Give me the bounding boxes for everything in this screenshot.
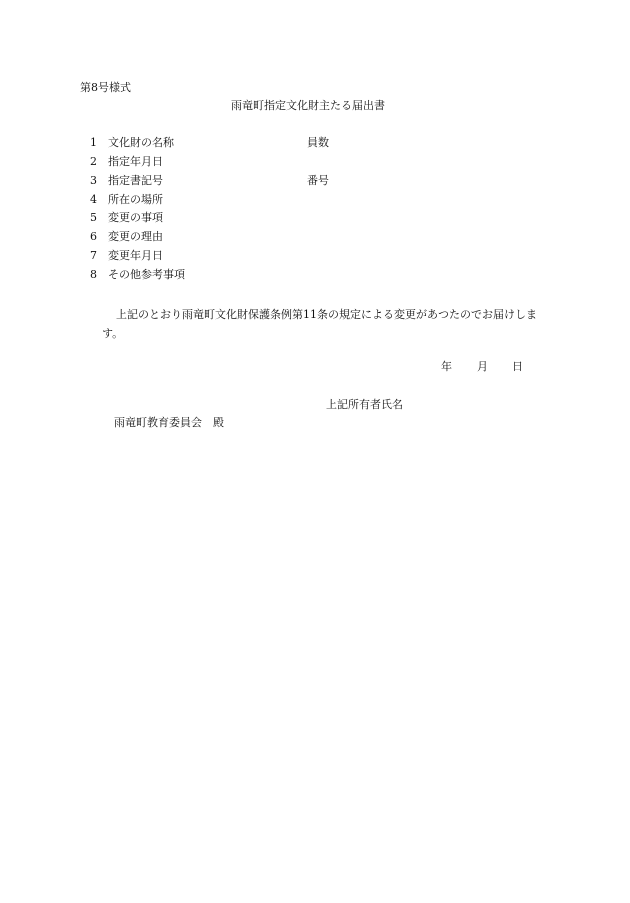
- list-item: [0, 137, 630, 151]
- body-paragraph: 上記のとおり雨竜町文化財保護条例第11条の規定による変更があつたのでお届けします。: [102, 308, 537, 340]
- item-label: 指定書記号: [108, 174, 163, 187]
- item-extra-label: 員数: [307, 136, 329, 149]
- item-number: 4: [90, 193, 97, 206]
- date-year-label: 年: [441, 360, 452, 373]
- addressee: 雨竜町教育委員会 殿: [114, 416, 224, 429]
- item-number: 8: [90, 268, 97, 281]
- item-number: 2: [90, 155, 97, 168]
- item-label: 変更年月日: [108, 249, 163, 262]
- form-number: 第8号様式: [80, 81, 131, 94]
- list-item: [0, 194, 630, 208]
- item-number: 5: [90, 211, 97, 224]
- item-extra-label: 番号: [307, 174, 329, 187]
- item-number: 1: [90, 136, 97, 149]
- item-label: 指定年月日: [108, 155, 163, 168]
- item-number: 3: [90, 174, 97, 187]
- owner-name-label: 上記所有者氏名: [326, 398, 403, 411]
- date-month-label: 月: [477, 360, 488, 373]
- item-number: 7: [90, 249, 97, 262]
- list-item: [0, 175, 630, 189]
- list-item: [0, 269, 630, 283]
- item-label: その他参考事項: [108, 268, 185, 281]
- item-label: 文化財の名称: [108, 136, 174, 149]
- list-item: [0, 231, 630, 245]
- item-number: 6: [90, 230, 97, 243]
- date-day-label: 日: [512, 360, 523, 373]
- item-label: 所在の場所: [108, 193, 163, 206]
- list-item: [0, 212, 630, 226]
- list-item: [0, 250, 630, 264]
- document-title: 雨竜町指定文化財主たる届出書: [231, 99, 385, 112]
- item-label: 変更の理由: [108, 230, 163, 243]
- item-label: 変更の事項: [108, 211, 163, 224]
- list-item: [0, 156, 630, 170]
